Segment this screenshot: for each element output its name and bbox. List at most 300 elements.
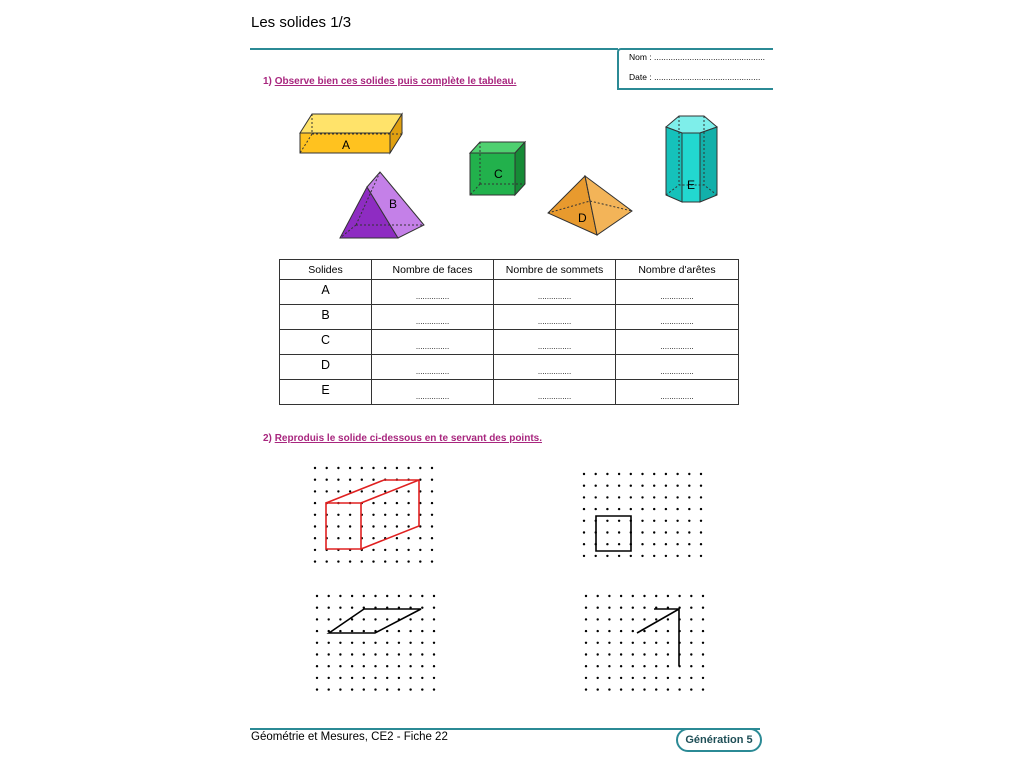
- exercise-2-number: 2): [263, 433, 272, 444]
- grid-dot: [349, 514, 351, 516]
- grid-dot: [328, 642, 330, 644]
- grid-dot: [653, 496, 655, 498]
- grid-dot: [374, 665, 376, 667]
- grid-dot: [702, 677, 704, 679]
- parallelogram-drawing: [329, 609, 421, 633]
- grid-dot: [339, 607, 341, 609]
- grid-dot: [606, 543, 608, 545]
- grid-dot: [585, 595, 587, 597]
- grid-dot: [618, 485, 620, 487]
- vertices-answer-cell[interactable]: ...............: [494, 330, 616, 355]
- grid-dot: [700, 543, 702, 545]
- grid-dot: [433, 642, 435, 644]
- grid-dot: [643, 630, 645, 632]
- grid-dot: [396, 537, 398, 539]
- faces-answer-cell[interactable]: ...............: [372, 330, 494, 355]
- solid-name-cell: E: [280, 380, 372, 405]
- grid-dot: [419, 467, 421, 469]
- grid-dot: [316, 595, 318, 597]
- dot-grid-model: [300, 460, 445, 570]
- grid-dot: [386, 688, 388, 690]
- grid-dot: [433, 630, 435, 632]
- grid-dot: [431, 537, 433, 539]
- grid-dot: [339, 595, 341, 597]
- edges-answer-cell[interactable]: ...............: [616, 280, 739, 305]
- solid-c-label: C: [494, 167, 503, 181]
- grid-dot: [351, 665, 353, 667]
- faces-answer-cell[interactable]: ...............: [372, 280, 494, 305]
- grid-dot: [632, 665, 634, 667]
- grid-dot: [583, 473, 585, 475]
- grid-dot: [688, 508, 690, 510]
- grid-dot: [630, 485, 632, 487]
- solid-e: [666, 116, 717, 202]
- grid-dot: [620, 642, 622, 644]
- grid-dot: [314, 549, 316, 551]
- grid-dot: [643, 688, 645, 690]
- grid-dot: [597, 677, 599, 679]
- grid-dot: [337, 537, 339, 539]
- grid-dot: [618, 496, 620, 498]
- grid-dot: [328, 618, 330, 620]
- grid-dot: [314, 490, 316, 492]
- grid-dot: [653, 543, 655, 545]
- grid-dot: [676, 485, 678, 487]
- grid-dot: [374, 688, 376, 690]
- exercise-1-instruction: [263, 76, 516, 87]
- grid-dot: [421, 630, 423, 632]
- grid-dot: [386, 665, 388, 667]
- grid-dot: [688, 485, 690, 487]
- grid-dot: [351, 642, 353, 644]
- grid-dot: [653, 555, 655, 557]
- grid-dot: [630, 473, 632, 475]
- vertices-answer-cell[interactable]: ...............: [494, 305, 616, 330]
- grid-dot: [409, 630, 411, 632]
- table-row: [280, 380, 739, 405]
- grid-dot: [328, 688, 330, 690]
- grid-dot: [630, 508, 632, 510]
- grid-dot: [597, 595, 599, 597]
- grid-dot: [433, 618, 435, 620]
- grid-dot: [655, 677, 657, 679]
- grid-dot: [339, 665, 341, 667]
- grid-dot: [431, 490, 433, 492]
- grid-dot: [316, 665, 318, 667]
- grid-dot: [655, 595, 657, 597]
- grid-dot: [409, 595, 411, 597]
- grid-dot: [339, 630, 341, 632]
- grid-dot: [398, 677, 400, 679]
- grid-dot: [690, 665, 692, 667]
- grid-dot: [620, 618, 622, 620]
- grid-dot: [643, 677, 645, 679]
- grid-dot: [407, 502, 409, 504]
- grid-dot: [608, 595, 610, 597]
- grid-dot: [363, 665, 365, 667]
- grid-dot: [665, 473, 667, 475]
- grid-dot: [386, 653, 388, 655]
- grid-dot: [349, 479, 351, 481]
- grid-dot: [316, 677, 318, 679]
- grid-dot: [608, 607, 610, 609]
- date-field[interactable]: [629, 72, 760, 82]
- grid-dot: [690, 607, 692, 609]
- date-label: Date :: [629, 72, 652, 82]
- grid-dot: [407, 525, 409, 527]
- grid-dot: [595, 496, 597, 498]
- grid-dot: [676, 555, 678, 557]
- grid-dot: [632, 618, 634, 620]
- grid-dot: [398, 688, 400, 690]
- grid-dot: [372, 479, 374, 481]
- grid-dot: [700, 485, 702, 487]
- dot-grid-cube-start[interactable]: [570, 463, 715, 568]
- grid-dot: [328, 665, 330, 667]
- grid-dot: [372, 560, 374, 562]
- grid-dot: [349, 560, 351, 562]
- grid-dot: [351, 688, 353, 690]
- grid-dot: [595, 473, 597, 475]
- grid-dot: [667, 688, 669, 690]
- grid-dot: [618, 508, 620, 510]
- grid-dot: [419, 537, 421, 539]
- grid-dot: [608, 630, 610, 632]
- grid-dot: [606, 485, 608, 487]
- model-top-edge: [361, 480, 419, 503]
- grid-dot: [421, 618, 423, 620]
- solid-name-cell: C: [280, 330, 372, 355]
- model-front-face: [326, 503, 361, 549]
- grid-dot: [585, 665, 587, 667]
- grid-dot: [620, 630, 622, 632]
- grid-dot: [351, 595, 353, 597]
- grid-dot: [676, 473, 678, 475]
- grid-dot: [372, 525, 374, 527]
- grid-dot: [655, 630, 657, 632]
- grid-dot: [316, 607, 318, 609]
- grid-dot: [407, 467, 409, 469]
- grid-dot: [620, 607, 622, 609]
- grid-dot: [363, 618, 365, 620]
- grid-dot: [328, 677, 330, 679]
- grid-dot: [421, 688, 423, 690]
- grid-dot: [608, 653, 610, 655]
- grid-dot: [667, 595, 669, 597]
- grid-dot: [372, 549, 374, 551]
- grid-dot: [690, 618, 692, 620]
- grid-dot: [421, 653, 423, 655]
- grid-dot: [583, 543, 585, 545]
- grid-dot: [361, 467, 363, 469]
- grid-dot: [328, 595, 330, 597]
- grid-dot: [316, 618, 318, 620]
- grid-dot: [632, 607, 634, 609]
- grid-dot: [384, 514, 386, 516]
- grid-dot: [339, 642, 341, 644]
- grid-dot: [665, 496, 667, 498]
- grid-dot: [431, 467, 433, 469]
- angle-drawing: [637, 609, 679, 666]
- grid-dot: [655, 653, 657, 655]
- grid-dot: [665, 543, 667, 545]
- grid-dot: [597, 665, 599, 667]
- grid-dot: [583, 555, 585, 557]
- grid-dot: [431, 514, 433, 516]
- faces-answer-cell[interactable]: ...............: [372, 305, 494, 330]
- solid-name-cell: D: [280, 355, 372, 380]
- grid-dot: [421, 642, 423, 644]
- grid-dot: [641, 496, 643, 498]
- grid-dot: [372, 514, 374, 516]
- grid-dot: [386, 618, 388, 620]
- grid-dot: [665, 555, 667, 557]
- footer-text: Géométrie et Mesures, CE2 - Fiche 22: [251, 731, 448, 743]
- solid-name-cell: A: [280, 280, 372, 305]
- grid-dot: [618, 555, 620, 557]
- solids-table: [279, 259, 739, 405]
- table-header-cell: Nombre d'arêtes: [616, 260, 739, 280]
- date-blank: .............................................: [654, 72, 761, 82]
- grid-dot: [398, 665, 400, 667]
- grid-dot: [337, 490, 339, 492]
- grid-dot: [372, 467, 374, 469]
- grid-dot: [409, 688, 411, 690]
- exercise-1-number: 1): [263, 76, 272, 87]
- grid-dot: [337, 514, 339, 516]
- header-rule: [250, 48, 618, 50]
- grid-dot: [374, 595, 376, 597]
- solid-name-cell: B: [280, 305, 372, 330]
- grid-dot: [326, 467, 328, 469]
- grid-dot: [597, 618, 599, 620]
- grid-dot: [316, 653, 318, 655]
- grid-dot: [678, 688, 680, 690]
- grid-dot: [688, 531, 690, 533]
- grid-dot: [351, 630, 353, 632]
- solid-e-label: E: [687, 178, 696, 192]
- name-blank: ...............................................: [654, 52, 766, 62]
- grid-dot: [398, 653, 400, 655]
- grid-dot: [398, 595, 400, 597]
- grid-dot: [363, 630, 365, 632]
- grid-dot: [396, 514, 398, 516]
- grid-dot: [386, 642, 388, 644]
- vertices-answer-cell[interactable]: ...............: [494, 280, 616, 305]
- grid-dot: [433, 688, 435, 690]
- grid-dot: [396, 490, 398, 492]
- grid-dot: [643, 618, 645, 620]
- grid-dot: [349, 525, 351, 527]
- grid-dot: [667, 653, 669, 655]
- grid-dot: [676, 543, 678, 545]
- grid-dot: [620, 677, 622, 679]
- grid-dot: [700, 473, 702, 475]
- table-row: [280, 330, 739, 355]
- grid-dot: [606, 531, 608, 533]
- grid-dot: [349, 490, 351, 492]
- grid-dot: [349, 537, 351, 539]
- grid-dot: [595, 555, 597, 557]
- grid-dot: [361, 479, 363, 481]
- grid-dot: [314, 514, 316, 516]
- grid-dot: [433, 677, 435, 679]
- grid-dot: [585, 677, 587, 679]
- solid-a-top: [300, 114, 402, 133]
- grid-dot: [384, 502, 386, 504]
- grid-dot: [374, 642, 376, 644]
- grid-dot: [372, 502, 374, 504]
- solid-b-label: B: [389, 197, 398, 211]
- grid-dot: [361, 490, 363, 492]
- faces-answer-cell[interactable]: ...............: [372, 355, 494, 380]
- grid-dot: [702, 618, 704, 620]
- grid-dot: [655, 642, 657, 644]
- grid-dot: [653, 520, 655, 522]
- grid-dot: [384, 560, 386, 562]
- dot-grid-parallelogram[interactable]: [300, 585, 445, 695]
- grid-dot: [351, 607, 353, 609]
- vertices-answer-cell[interactable]: ...............: [494, 355, 616, 380]
- grid-dot: [419, 560, 421, 562]
- brand-badge: Génération 5: [676, 728, 762, 752]
- grid-dot: [606, 473, 608, 475]
- grid-dot: [433, 595, 435, 597]
- solid-d: [548, 176, 632, 235]
- grid-dot: [316, 688, 318, 690]
- edges-answer-cell[interactable]: ...............: [616, 355, 739, 380]
- grid-dot: [608, 677, 610, 679]
- grid-dot: [396, 560, 398, 562]
- grid-dot: [702, 653, 704, 655]
- exercise-1-text: Observe bien ces solides puis complète le tableau.: [274, 76, 517, 87]
- table-row: [280, 305, 739, 330]
- grid-dot: [431, 525, 433, 527]
- grid-dot: [351, 677, 353, 679]
- grid-dot: [384, 467, 386, 469]
- grid-dot: [585, 618, 587, 620]
- grid-dot: [655, 618, 657, 620]
- grid-dot: [702, 642, 704, 644]
- table-header-row: [280, 260, 739, 280]
- grid-dot: [339, 618, 341, 620]
- exercise-2-instruction: [263, 433, 542, 444]
- grid-dot: [349, 467, 351, 469]
- table-header-cell: Nombre de faces: [372, 260, 494, 280]
- grid-dot: [421, 607, 423, 609]
- grid-dot: [431, 502, 433, 504]
- grid-dot: [667, 642, 669, 644]
- table-header-cell: Nombre de sommets: [494, 260, 616, 280]
- grid-dot: [643, 665, 645, 667]
- grid-dot: [702, 665, 704, 667]
- solid-e-right-face: [700, 127, 717, 202]
- grid-dot: [641, 520, 643, 522]
- grid-dot: [690, 595, 692, 597]
- grid-dot: [676, 520, 678, 522]
- solid-e-left-face: [666, 127, 682, 202]
- grid-dot: [583, 531, 585, 533]
- grid-dot: [620, 688, 622, 690]
- grid-dot: [585, 653, 587, 655]
- grid-dot: [678, 595, 680, 597]
- grid-dot: [688, 473, 690, 475]
- grid-dot: [632, 595, 634, 597]
- grid-dot: [409, 677, 411, 679]
- grid-dot: [337, 525, 339, 527]
- grid-dot: [407, 490, 409, 492]
- grid-dot: [396, 525, 398, 527]
- grid-dot: [421, 595, 423, 597]
- grid-dot: [328, 653, 330, 655]
- grid-dot: [618, 543, 620, 545]
- grid-dot: [620, 665, 622, 667]
- grid-dot: [386, 595, 388, 597]
- grid-dot: [337, 479, 339, 481]
- grid-dot: [641, 508, 643, 510]
- grid-dot: [374, 653, 376, 655]
- grid-dot: [398, 642, 400, 644]
- grid-dot: [653, 485, 655, 487]
- grid-dot: [653, 508, 655, 510]
- grid-dot: [665, 485, 667, 487]
- grid-dot: [431, 560, 433, 562]
- edges-answer-cell[interactable]: ...............: [616, 330, 739, 355]
- edges-answer-cell[interactable]: ...............: [616, 380, 739, 405]
- grid-dot: [630, 496, 632, 498]
- grid-dot: [431, 479, 433, 481]
- grid-dot: [328, 607, 330, 609]
- grid-dot: [667, 665, 669, 667]
- grid-dot: [316, 630, 318, 632]
- grid-dot: [702, 607, 704, 609]
- vertices-answer-cell[interactable]: ...............: [494, 380, 616, 405]
- grid-dot: [585, 642, 587, 644]
- grid-dot: [618, 473, 620, 475]
- grid-dot: [363, 595, 365, 597]
- grid-dot: [655, 665, 657, 667]
- grid-dot: [630, 555, 632, 557]
- grid-dot: [618, 531, 620, 533]
- grid-dot: [433, 607, 435, 609]
- faces-answer-cell[interactable]: ...............: [372, 380, 494, 405]
- grid-dot: [374, 618, 376, 620]
- grid-dot: [314, 525, 316, 527]
- name-field[interactable]: [629, 52, 765, 62]
- solid-a: [300, 114, 402, 153]
- grid-dot: [372, 537, 374, 539]
- grid-dot: [690, 642, 692, 644]
- grid-dot: [326, 560, 328, 562]
- grid-dot: [690, 677, 692, 679]
- grid-dot: [337, 467, 339, 469]
- grid-dot: [409, 665, 411, 667]
- dot-grid-angle[interactable]: [570, 585, 715, 695]
- grid-dot: [597, 607, 599, 609]
- grid-dot: [700, 520, 702, 522]
- grid-dot: [595, 485, 597, 487]
- square-drawing: [596, 516, 631, 551]
- grid-dot: [585, 607, 587, 609]
- grid-dot: [690, 653, 692, 655]
- edges-answer-cell[interactable]: ...............: [616, 305, 739, 330]
- grid-dot: [632, 677, 634, 679]
- grid-dot: [386, 677, 388, 679]
- grid-dot: [676, 496, 678, 498]
- grid-dot: [665, 508, 667, 510]
- grid-dot: [421, 677, 423, 679]
- grid-dot: [595, 508, 597, 510]
